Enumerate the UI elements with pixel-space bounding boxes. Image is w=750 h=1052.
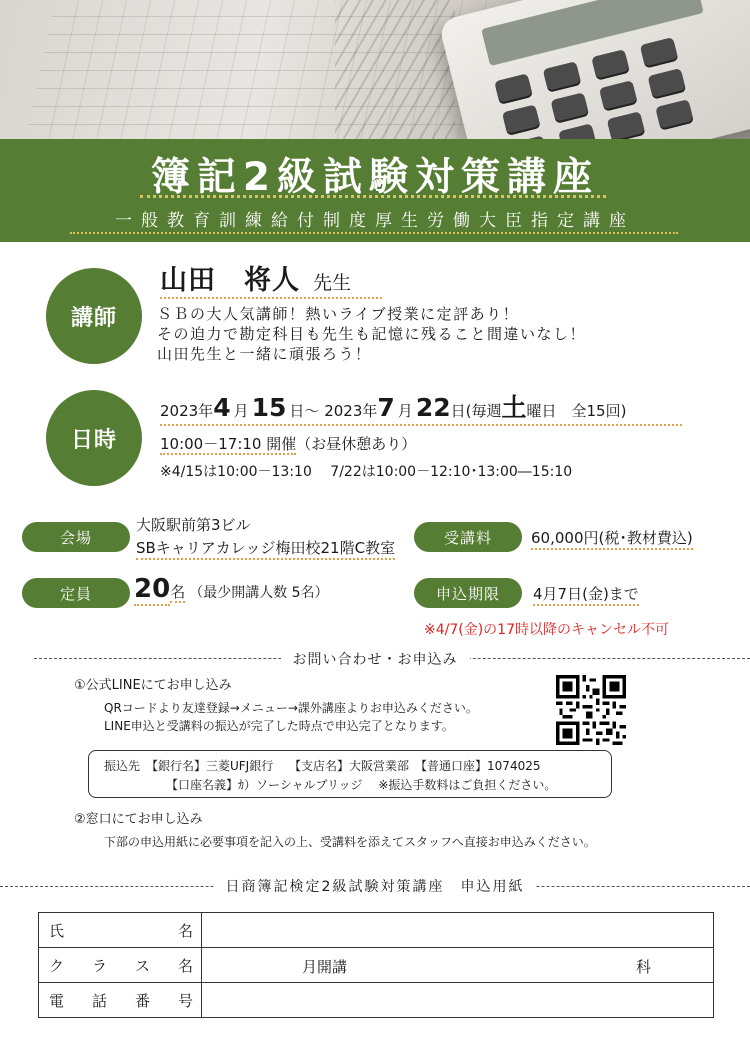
start-month-unit: 月 xyxy=(233,402,249,420)
calculator-key xyxy=(599,80,637,110)
end-month: 7 xyxy=(377,393,395,422)
instructor-name-row xyxy=(160,258,351,297)
line-method-step-2: LINE申込と受講料の振込が完了した時点で申込完了となります。 xyxy=(104,719,454,733)
deadline-value: 4月7日(金)まで xyxy=(533,584,639,606)
phone-label xyxy=(39,983,202,1018)
contact-heading: お問い合わせ・お申込み xyxy=(281,652,470,668)
class-dept-label: 科 xyxy=(636,958,652,976)
capacity-note: （最少開講人数 5名） xyxy=(189,585,329,601)
schedule-date-underline xyxy=(160,424,682,426)
phone-label-char: 話 xyxy=(91,991,107,1010)
line-method-step-1: QRコードより友達登録→メニュー→課外講座よりお申込みください。 xyxy=(104,701,478,715)
calculator-icon xyxy=(438,0,750,142)
end-day-unit: 日 xyxy=(450,402,466,420)
calculator-key xyxy=(591,49,629,79)
schedule-date-row xyxy=(160,388,626,424)
instructor-name-underline xyxy=(160,297,382,299)
form-row-class xyxy=(39,948,714,983)
cancel-note: ※4/7(金)の17時以降のキャンセル不可 xyxy=(424,622,669,638)
start-day: 15 xyxy=(251,393,287,422)
qr-code-icon[interactable] xyxy=(556,675,626,745)
calculator-key xyxy=(655,99,693,129)
instructor-desc-3: 山田先生と一緒に頑張ろう！ xyxy=(157,345,372,363)
application-form-table xyxy=(38,912,714,1018)
form-row-name xyxy=(39,913,714,948)
capacity-label: 定員 xyxy=(22,578,130,608)
name-label-char: 氏 xyxy=(49,921,65,940)
subtitle-underline xyxy=(70,232,678,234)
start-month: 4 xyxy=(213,393,231,422)
line-method-title: ①公式LINEにてお申し込み xyxy=(74,678,232,693)
venue-label: 会場 xyxy=(22,522,130,552)
class-label xyxy=(39,948,202,983)
class-label-char: ラ xyxy=(91,956,107,975)
header-photo xyxy=(0,0,750,142)
instructor-badge: 講師 xyxy=(46,268,142,364)
schedule-hours: 10:00－17:10 開催 xyxy=(160,435,297,453)
schedule-hours-row xyxy=(160,433,416,454)
class-input-cell[interactable] xyxy=(202,948,714,983)
weekday: 土 xyxy=(501,393,527,422)
name-label xyxy=(39,913,202,948)
calculator-key xyxy=(550,92,588,122)
name-input-cell[interactable] xyxy=(202,913,714,948)
instructor-desc-2: その迫力で勘定科目も先生も記憶に残ること間違いなし！ xyxy=(157,325,587,343)
schedule-note: ※4/15は10:00－13:10 7/22は10:00－12:10･13:00―15:10 xyxy=(160,464,573,480)
phone-input-cell[interactable] xyxy=(202,983,714,1018)
instructor-honorific: 先生 xyxy=(313,272,352,294)
start-day-unit: 日～ xyxy=(289,402,320,420)
capacity-row xyxy=(134,574,329,604)
instructor-name: 山田 将人 xyxy=(160,265,300,296)
calculator-key xyxy=(494,73,532,103)
spiral-binding-decoration xyxy=(335,0,455,142)
fee-value: 60,000円(税･教材費込) xyxy=(531,528,693,550)
calculator-key xyxy=(647,68,685,98)
class-month-label: 月開講 xyxy=(302,958,348,976)
window-method-title: ②窓口にてお申し込み xyxy=(74,812,203,827)
phone-label-char: 号 xyxy=(177,991,193,1010)
venue-line-1: 大阪駅前第3ビル xyxy=(136,516,251,534)
bank-info-line-2: 【口座名義】ｶ）ソーシャルブリッジ ※振込手数料はご負担ください。 xyxy=(166,778,557,792)
capacity-unit: 名 xyxy=(170,583,186,601)
name-label-char: 名 xyxy=(177,921,193,940)
weekday-suffix: 曜日 全15回) xyxy=(526,402,627,420)
form-heading: 日商簿記検定2級試験対策講座 申込用紙 xyxy=(214,879,537,895)
fee-label: 受講料 xyxy=(414,522,522,552)
end-month-unit: 月 xyxy=(397,402,413,420)
calculator-key xyxy=(543,61,581,91)
phone-label-char: 電 xyxy=(49,991,65,1010)
class-label-char: ス xyxy=(134,956,150,975)
class-label-char: ク xyxy=(49,956,65,975)
end-day: 22 xyxy=(415,393,451,422)
calculator-key xyxy=(640,37,678,67)
end-year: 2023年 xyxy=(324,402,378,420)
capacity-number: 20 xyxy=(134,574,171,604)
phone-label-char: 番 xyxy=(134,991,150,1010)
bank-info-line-1: 振込先 【銀行名】三菱UFJ銀行 【支店名】大阪営業部 【普通口座】1074025 xyxy=(104,759,541,773)
instructor-desc-1: ＳＢの大人気講師！熱いライブ授業に定評あり！ xyxy=(157,305,520,323)
contact-heading-wrap xyxy=(0,649,750,669)
schedule-badge: 日時 xyxy=(46,390,142,486)
calculator-key xyxy=(607,111,645,141)
title-underline xyxy=(140,195,606,198)
form-heading-wrap xyxy=(0,876,750,896)
venue-line-2: SBキャリアカレッジ梅田校21階C教室 xyxy=(136,538,395,560)
class-label-char: 名 xyxy=(177,956,193,975)
calculator-key xyxy=(502,104,540,134)
deadline-label: 申込期限 xyxy=(414,578,522,608)
window-method-step-1: 下部の申込用紙に必要事項を記入の上、受講料を添えてスタッフへ直接お申込みください。 xyxy=(104,835,596,849)
start-year: 2023年 xyxy=(160,402,214,420)
page-title: 簿記2級試験対策講座 xyxy=(150,155,600,200)
form-row-phone xyxy=(39,983,714,1018)
schedule-hours-note: （お昼休憩あり） xyxy=(296,435,417,453)
weekly-prefix: (毎週 xyxy=(465,402,502,420)
page-subtitle: 一般教育訓練給付制度厚生労働大臣指定講座 xyxy=(115,211,635,231)
